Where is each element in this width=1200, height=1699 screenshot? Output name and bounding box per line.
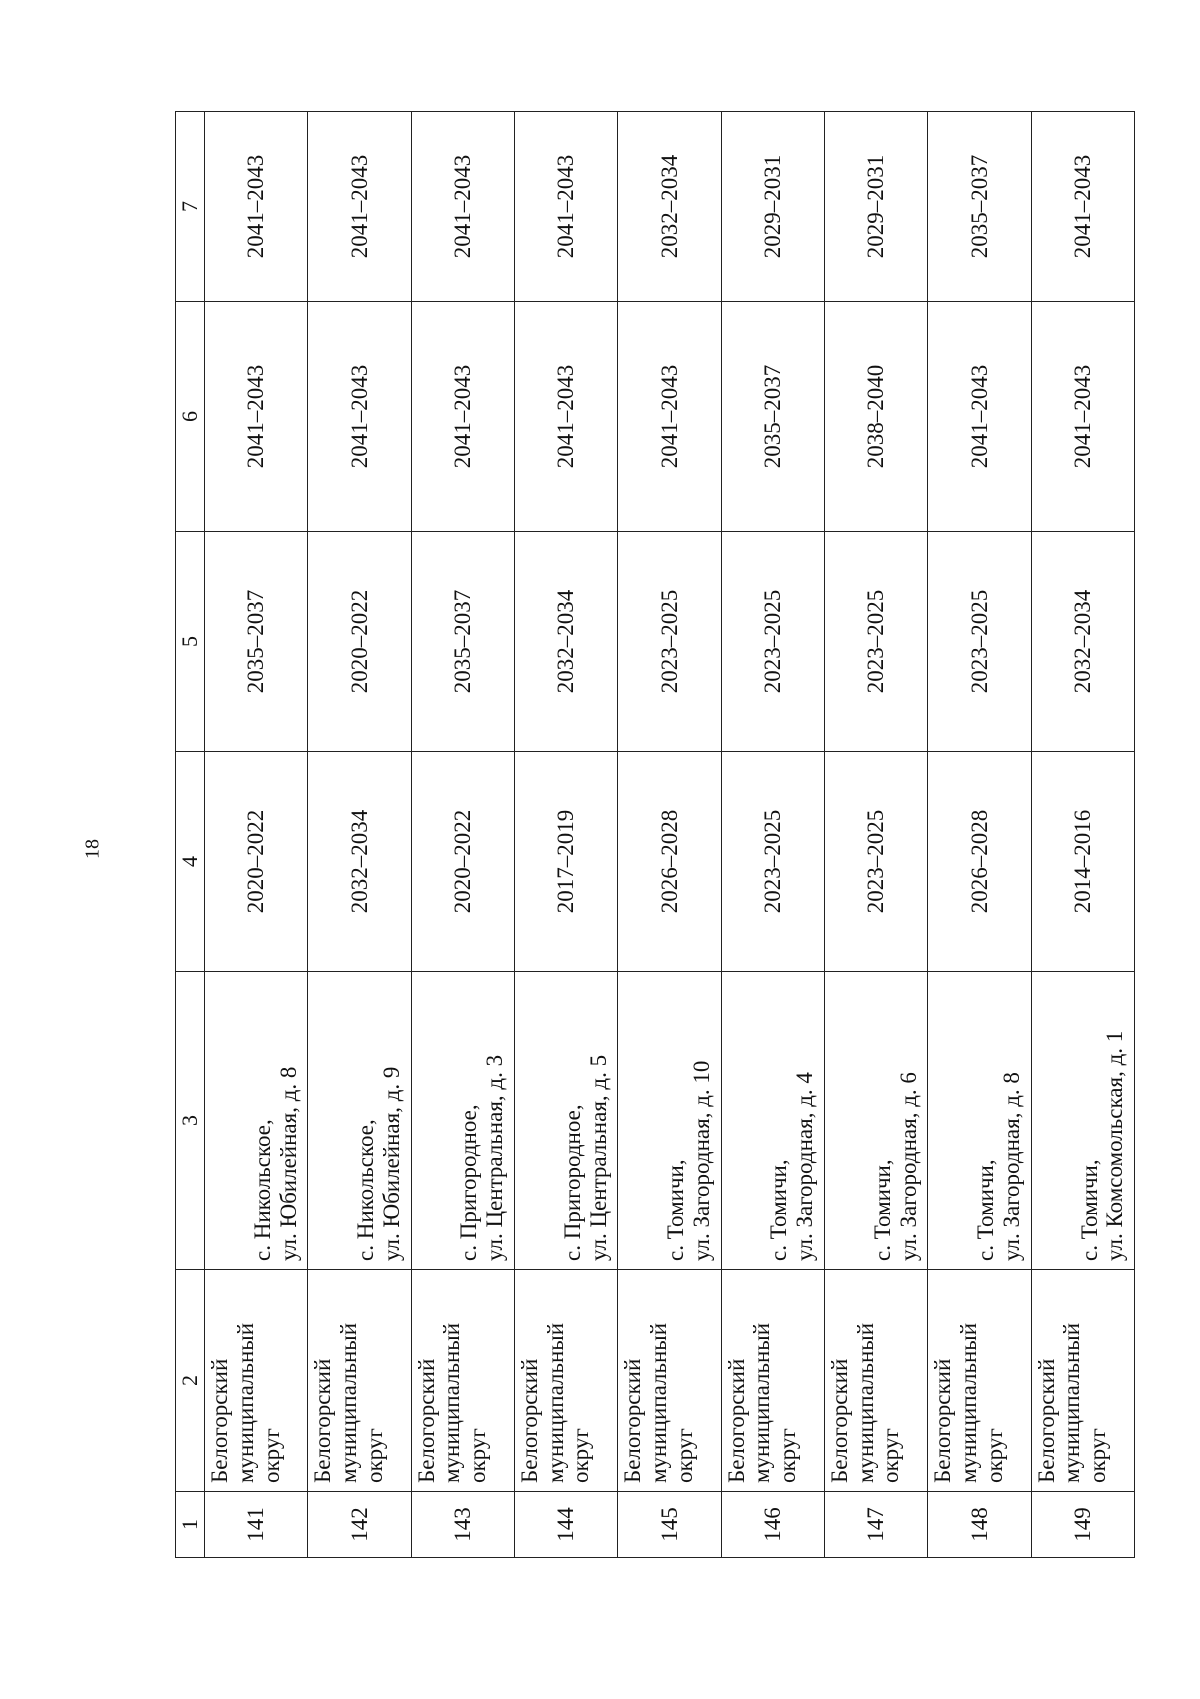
period-cell-6: 2041–2043 [205, 302, 308, 532]
table-row [411, 112, 514, 1558]
period-cell-4: 2032–2034 [308, 752, 411, 972]
district-line: округ [1085, 1428, 1111, 1483]
header-col-5: 5 [176, 532, 205, 752]
address-cell [308, 972, 411, 1270]
address-line: ул. Юбилейная, д. 9 [378, 1066, 404, 1261]
district-line: округ [671, 1428, 697, 1483]
district-line: Белогорский [207, 1358, 232, 1483]
period-cell-7: 2041–2043 [514, 112, 617, 302]
period-cell-7: 2035–2037 [928, 112, 1031, 302]
address-cell [928, 972, 1031, 1270]
district-line: Белогорский [516, 1358, 542, 1483]
address-line: ул. Центральная, д. 3 [482, 1054, 508, 1261]
district-line: муниципальный [542, 1322, 568, 1483]
district-line: муниципальный [439, 1322, 465, 1483]
header-row [176, 112, 205, 1558]
district-cell [205, 1270, 308, 1492]
address-line: ул. Загородная, д. 6 [895, 1072, 921, 1261]
district-line: округ [568, 1428, 594, 1483]
period-cell-6: 2041–2043 [308, 302, 411, 532]
district-line: муниципальный [956, 1322, 982, 1483]
district-cell [514, 1270, 617, 1492]
district-cell [618, 1270, 721, 1492]
table-row [1031, 112, 1134, 1558]
district-line: Белогорский [1033, 1358, 1059, 1483]
district-line: Белогорский [620, 1358, 646, 1483]
period-cell-7: 2041–2043 [411, 112, 514, 302]
header-col-2: 2 [176, 1270, 205, 1492]
period-cell-4: 2017–2019 [514, 752, 617, 972]
address-cell [411, 972, 514, 1270]
district-line: Белогорский [826, 1358, 852, 1483]
period-cell-4: 2014–2016 [1031, 752, 1134, 972]
address-line: с. Томичи, [973, 1159, 999, 1261]
period-cell-5: 2023–2025 [824, 532, 927, 752]
header-col-1: 1 [176, 1492, 205, 1558]
table-row [205, 112, 308, 1558]
address-line: ул. Центральная, д. 5 [585, 1054, 611, 1261]
table-row [824, 112, 927, 1558]
page-number: 18 [81, 839, 104, 859]
period-cell-6: 2035–2037 [721, 302, 824, 532]
header-col-3: 3 [176, 972, 205, 1270]
schedule-table [175, 111, 1135, 1558]
period-cell-6: 2041–2043 [1031, 302, 1134, 532]
address-line: с. Томичи, [663, 1159, 689, 1261]
period-cell-6: 2038–2040 [824, 302, 927, 532]
address-cell [205, 972, 308, 1270]
address-line: с. Томичи, [1076, 1159, 1102, 1261]
row-number-cell: 143 [411, 1492, 514, 1558]
district-line: округ [258, 1428, 284, 1483]
period-cell-5: 2032–2034 [1031, 532, 1134, 752]
table-row [308, 112, 411, 1558]
address-line: с. Томичи, [869, 1159, 895, 1261]
period-cell-4: 2020–2022 [411, 752, 514, 972]
period-cell-7: 2041–2043 [308, 112, 411, 302]
table-frame [175, 112, 1135, 1558]
period-cell-7: 2029–2031 [824, 112, 927, 302]
table-row [928, 112, 1031, 1558]
period-cell-5: 2035–2037 [205, 532, 308, 752]
district-line: округ [878, 1428, 904, 1483]
district-line: муниципальный [852, 1322, 878, 1483]
period-cell-7: 2041–2043 [205, 112, 308, 302]
period-cell-7: 2041–2043 [1031, 112, 1134, 302]
district-cell [1031, 1270, 1134, 1492]
district-line: Белогорский [930, 1358, 956, 1483]
address-cell [824, 972, 927, 1270]
district-line: округ [981, 1428, 1007, 1483]
row-number-cell: 145 [618, 1492, 721, 1558]
row-number-cell: 147 [824, 1492, 927, 1558]
table-row [618, 112, 721, 1558]
period-cell-5: 2020–2022 [308, 532, 411, 752]
address-line: ул. Загородная, д. 10 [688, 1060, 714, 1261]
table-row [721, 112, 824, 1558]
row-number-cell: 142 [308, 1492, 411, 1558]
district-line: муниципальный [646, 1322, 672, 1483]
row-number-cell: 148 [928, 1492, 1031, 1558]
address-line: ул. Комсомольская, д. 1 [1102, 1030, 1128, 1261]
period-cell-6: 2041–2043 [928, 302, 1031, 532]
row-number-cell: 144 [514, 1492, 617, 1558]
period-cell-7: 2029–2031 [721, 112, 824, 302]
address-line: с. Никольское, [353, 1119, 379, 1261]
period-cell-6: 2041–2043 [411, 302, 514, 532]
period-cell-5: 2032–2034 [514, 532, 617, 752]
address-line: с. Пригородное, [559, 1104, 585, 1261]
address-line: ул. Загородная, д. 8 [998, 1072, 1024, 1261]
table-body [205, 112, 1135, 1558]
period-cell-6: 2041–2043 [618, 302, 721, 532]
address-line: ул. Юбилейная, д. 8 [275, 1066, 301, 1261]
period-cell-7: 2032–2034 [618, 112, 721, 302]
address-line: с. Никольское, [249, 1119, 275, 1261]
district-line: Белогорский [413, 1358, 439, 1483]
address-cell [1031, 972, 1134, 1270]
district-line: Белогорский [723, 1358, 749, 1483]
district-cell [308, 1270, 411, 1492]
address-line: ул. Загородная, д. 4 [792, 1072, 818, 1261]
district-line: округ [465, 1428, 491, 1483]
address-line: с. Пригородное, [456, 1104, 482, 1261]
district-line: муниципальный [1059, 1322, 1085, 1483]
period-cell-5: 2035–2037 [411, 532, 514, 752]
period-cell-5: 2023–2025 [618, 532, 721, 752]
row-number-cell: 149 [1031, 1492, 1134, 1558]
period-cell-5: 2023–2025 [928, 532, 1031, 752]
district-line: округ [361, 1428, 387, 1483]
district-line: Белогорский [310, 1358, 336, 1483]
row-number-cell: 141 [205, 1492, 308, 1558]
period-cell-4: 2023–2025 [721, 752, 824, 972]
table-header [176, 112, 205, 1558]
row-number-cell: 146 [721, 1492, 824, 1558]
header-col-7: 7 [176, 112, 205, 302]
address-cell [721, 972, 824, 1270]
district-cell [928, 1270, 1031, 1492]
district-cell [411, 1270, 514, 1492]
header-col-4: 4 [176, 752, 205, 972]
period-cell-5: 2023–2025 [721, 532, 824, 752]
district-line: муниципальный [749, 1322, 775, 1483]
district-cell [721, 1270, 824, 1492]
header-col-6: 6 [176, 302, 205, 532]
period-cell-6: 2041–2043 [514, 302, 617, 532]
district-line: муниципальный [336, 1322, 362, 1483]
period-cell-4: 2026–2028 [928, 752, 1031, 972]
address-cell [618, 972, 721, 1270]
landscape-table-container [175, 112, 1135, 1558]
table-row [514, 112, 617, 1558]
district-cell [824, 1270, 927, 1492]
period-cell-4: 2026–2028 [618, 752, 721, 972]
district-line: округ [775, 1428, 801, 1483]
period-cell-4: 2020–2022 [205, 752, 308, 972]
address-line: с. Томичи, [766, 1159, 792, 1261]
district-line: муниципальный [232, 1322, 258, 1483]
address-cell [514, 972, 617, 1270]
period-cell-4: 2023–2025 [824, 752, 927, 972]
